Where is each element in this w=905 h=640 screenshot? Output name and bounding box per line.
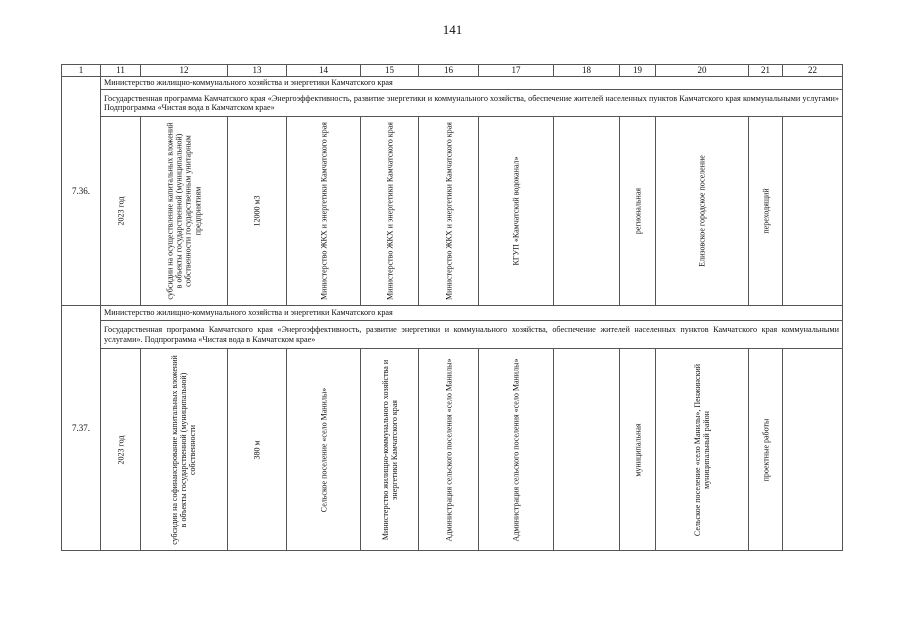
cell-year: 2023 год <box>101 349 141 551</box>
cell-customer: Сельское поселение «село Манилы» <box>287 349 361 551</box>
cell-empty <box>554 117 620 306</box>
cell-ownership: муниципальная <box>620 349 656 551</box>
ministry-name: Министерство жилищно-коммунального хозяйства и энергетики Камчатского края <box>101 77 843 90</box>
header-cell: 14 <box>287 65 361 77</box>
header-cell: 17 <box>479 65 554 77</box>
cell-capacity: 380 м <box>228 349 287 551</box>
page-number: 141 <box>442 22 463 37</box>
cell-empty <box>554 349 620 551</box>
row-number: 7.37. <box>62 306 101 551</box>
cell-status: проектные работы <box>749 349 783 551</box>
program-row <box>62 90 843 117</box>
header-cell: 15 <box>361 65 419 77</box>
header-cell: 13 <box>228 65 287 77</box>
cell-funding-type: субсидии на осуществление капитальных вложений в объекты государственной (муниципальной) собственности государственным унитарным предприятиям <box>141 117 228 306</box>
header-cell: 11 <box>101 65 141 77</box>
cell-recipient: Министерство ЖКХ и энергетики Камчатского края <box>419 117 479 306</box>
header-cell: 22 <box>783 65 843 77</box>
program-name: Государственная программа Камчатского края «Энергоэффективность, развитие энергетики и коммунального хозяйства, обеспечение жителей населенных пунктов Камчатского края коммунальными услугами» Подпрограмма «Чистая вода в Камчатском крае» <box>101 90 843 117</box>
ministry-name: Министерство жилищно-коммунального хозяйства и энергетики Камчатского края <box>101 306 843 321</box>
cell-location: Сельское поселение «село Манилы», Пенжинский муниципальный район <box>656 349 749 551</box>
cell-capacity: 12000 м3 <box>228 117 287 306</box>
header-row <box>62 65 843 77</box>
header-cell: 20 <box>656 65 749 77</box>
cell-year: 2023 год <box>101 117 141 306</box>
cell-administrator: Министерство жилищно-коммунального хозяйства и энергетики Камчатского края <box>361 349 419 551</box>
header-cell: 18 <box>554 65 620 77</box>
table-row <box>62 349 843 551</box>
header-cell: 21 <box>749 65 783 77</box>
ministry-row <box>62 306 843 321</box>
program-name: Государственная программа Камчатского края «Энергоэффективность, развитие энергетики и коммунального хозяйства, обеспечение жителей населенных пунктов Камчатского края коммунальными услугами». Подпрограмма «Чистая вода в Камчатском крае» <box>101 321 843 349</box>
table-row <box>62 117 843 306</box>
cell-status: переходящий <box>749 117 783 306</box>
cell-ownership: региональная <box>620 117 656 306</box>
header-cell: 19 <box>620 65 656 77</box>
cell-location: Елизовское городское поселение <box>656 117 749 306</box>
cell-empty <box>783 117 843 306</box>
header-cell: 12 <box>141 65 228 77</box>
data-table <box>61 64 843 551</box>
cell-developer: КГУП «Камчатский водоканал» <box>479 117 554 306</box>
cell-empty <box>783 349 843 551</box>
cell-customer: Министерство ЖКХ и энергетики Камчатского края <box>287 117 361 306</box>
cell-developer: Администрация сельского поселения «село Манилы» <box>479 349 554 551</box>
cell-funding-type: субсидии на софинансирование капитальных вложений в объекты государственной (муниципальной) собственности <box>141 349 228 551</box>
header-cell: 16 <box>419 65 479 77</box>
cell-administrator: Министерство ЖКХ и энергетики Камчатского края <box>361 117 419 306</box>
row-number: 7.36. <box>62 77 101 306</box>
ministry-row <box>62 77 843 90</box>
header-cell: 1 <box>62 65 101 77</box>
cell-recipient: Администрация сельского поселения «село Манилы» <box>419 349 479 551</box>
program-row <box>62 321 843 349</box>
